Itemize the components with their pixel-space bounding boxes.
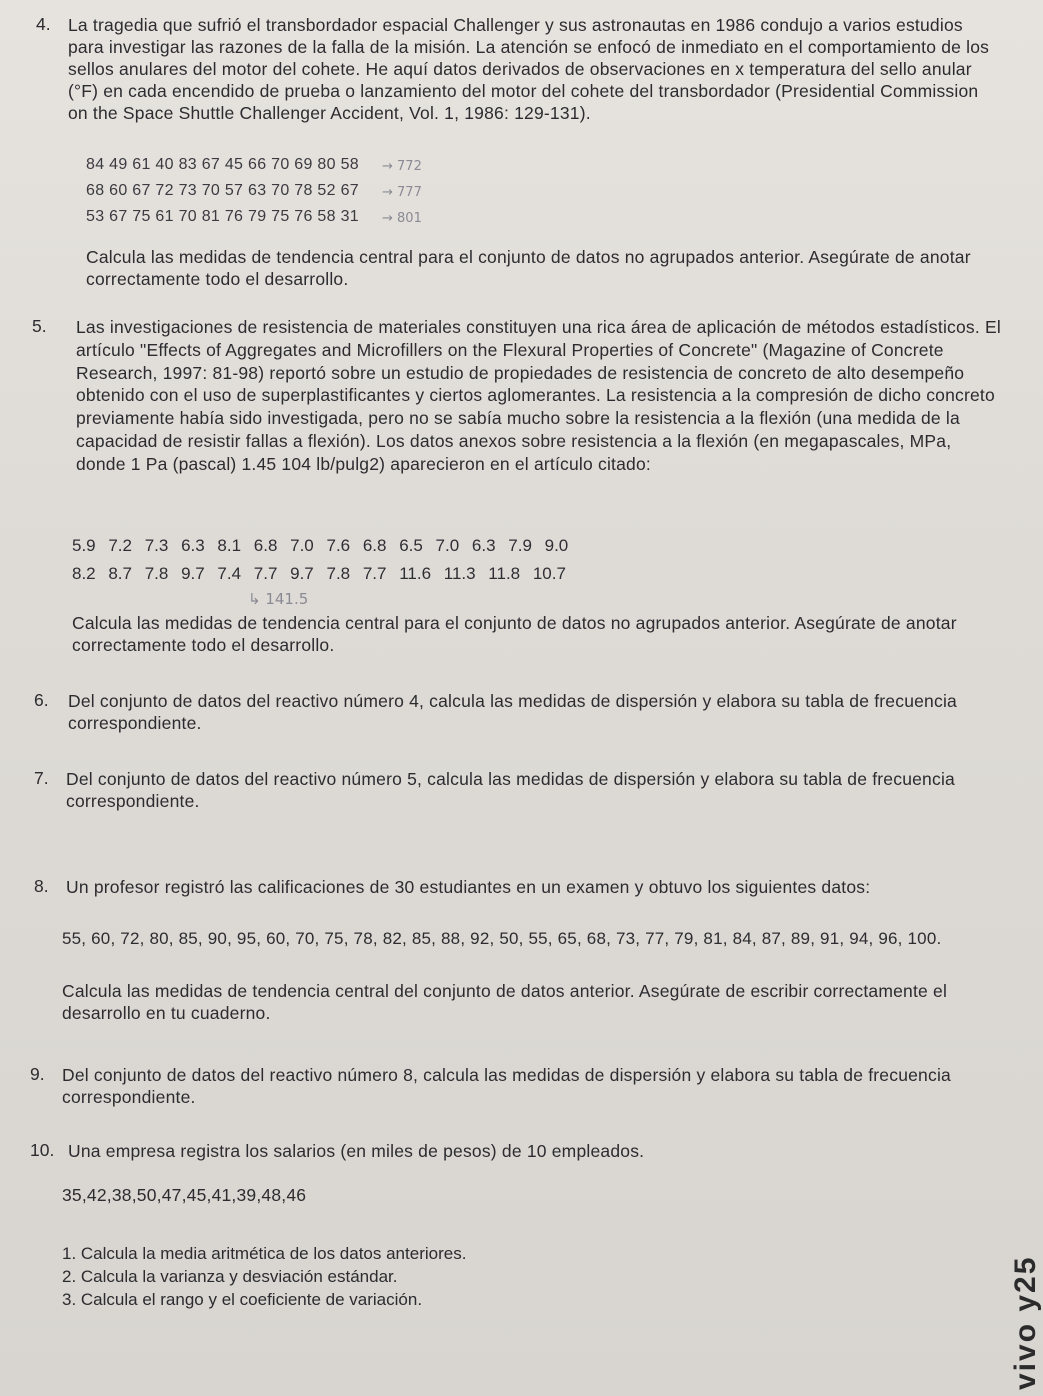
q10-task-3: 3. Calcula el rango y el coeficiente de variación. <box>62 1290 423 1309</box>
q5-instruction: Calcula las medidas de tendencia central para el conjunto de datos no agrupados anterior. Asegúrate de anotar correctamente todo el desarrollo. <box>72 613 957 655</box>
q5-text: Las investigaciones de resistencia de materiales constituyen una rica área de aplicación de métodos estadísticos. El artículo "Effects of Aggregates and Microfillers on the Flexural Properties of Concrete" (Magazine of Concrete Research, 1997: 81-98) reportó sobre un estudio de propiedades de resistencia de concreto de alto desempeño obtenido con el uso de superplastificantes y ciertos aglomerantes. La resistencia a la compresión de dicho concreto previamente había sido investigada, pero no se sabía mucho sobre la resistencia a la flexión (una medida de la capacidad de resistir fallas a flexión). Los datos anexos sobre resistencia a la flexión (en megapascales, MPa, donde 1 Pa (pascal) 1.45 104 lb/pulg2) aparecieron en el artículo citado: <box>76 317 1001 474</box>
q10-number: 10. <box>30 1140 55 1160</box>
q5-data-row-2: 8.2 8.7 7.8 9.7 7.4 7.7 9.7 7.8 7.7 11.6 11.3 11.8 10.7 <box>72 564 566 583</box>
q9-text: Del conjunto de datos del reactivo número 8, calcula las medidas de dispersión y elabora su tabla de frecuencia correspondiente. <box>62 1065 951 1107</box>
q5-number: 5. <box>32 316 47 336</box>
q5-data-row-1: 5.9 7.2 7.3 6.3 8.1 6.8 7.0 7.6 6.8 6.5 7.0 6.3 7.9 9.0 <box>72 536 569 555</box>
q7-text: Del conjunto de datos del reactivo número 5, calcula las medidas de dispersión y elabora su tabla de frecuencia correspondiente. <box>66 769 955 811</box>
q4-number: 4. <box>36 14 51 34</box>
q10-task-2: 2. Calcula la varianza y desviación estándar. <box>62 1267 398 1286</box>
q4-note-2: → 777 <box>382 185 422 200</box>
q4-text: La tragedia que sufrió el transbordador espacial Challenger y sus astronautas en 1986 condujo a varios estudios para investigar las razones de la falla de la misión. La atención se enfocó de inmediato en el comportamiento de los sellos anulares del motor del cohete. He aquí datos derivados de observaciones en x temperatura del sello anular (°F) en cada encendido de prueba o lanzamiento del motor del cohete del transbordador (Presidential Commission on the Space Shuttle Challenger Accident, Vol. 1, 1986: 129-131). <box>68 15 990 123</box>
q10-text: Una empresa registra los salarios (en miles de pesos) de 10 empleados. <box>68 1141 645 1161</box>
q8-data: 55, 60, 72, 80, 85, 90, 95, 60, 70, 75, 78, 82, 85, 88, 92, 50, 55, 65, 68, 73, 77, 79, 81, 84, 87, 89, 91, 94, 96, 100. <box>62 929 942 948</box>
q6-text: Del conjunto de datos del reactivo número 4, calcula las medidas de dispersión y elabora su tabla de frecuencia correspondiente. <box>68 691 957 733</box>
q8-text: Un profesor registró las calificaciones de 30 estudiantes en un examen y obtuvo los siguientes datos: <box>66 877 871 897</box>
q7-number: 7. <box>34 768 49 788</box>
q4-note-1: → 772 <box>382 159 422 174</box>
camera-watermark: vivo y25 <box>1009 1255 1042 1390</box>
q4-data-row-2: 68 60 67 72 73 70 57 63 70 78 52 67 <box>86 182 359 199</box>
q8-instruction: Calcula las medidas de tendencia central del conjunto de datos anterior. Asegúrate de escribir correctamente el desarrollo en tu cuaderno. <box>62 981 948 1023</box>
q8-number: 8. <box>34 876 49 896</box>
q9-number: 9. <box>30 1064 45 1084</box>
q4-note-3: → 801 <box>382 211 422 226</box>
q10-task-1: 1. Calcula la media aritmética de los datos anteriores. <box>62 1244 467 1263</box>
q10-data: 35,42,38,50,47,45,41,39,48,46 <box>62 1185 307 1205</box>
q4-data-row-1: 84 49 61 40 83 67 45 66 70 69 80 58 <box>86 156 359 173</box>
q10-task-list <box>62 1242 466 1311</box>
q6-number: 6. <box>34 690 49 710</box>
q4-instruction: Calcula las medidas de tendencia central para el conjunto de datos no agrupados anterior. Asegúrate de anotar correctamente todo el desarrollo. <box>86 247 971 289</box>
q4-data-row-3: 53 67 75 61 70 81 76 79 75 76 58 31 <box>86 208 359 225</box>
q5-note: ↳ 141.5 <box>248 590 309 608</box>
